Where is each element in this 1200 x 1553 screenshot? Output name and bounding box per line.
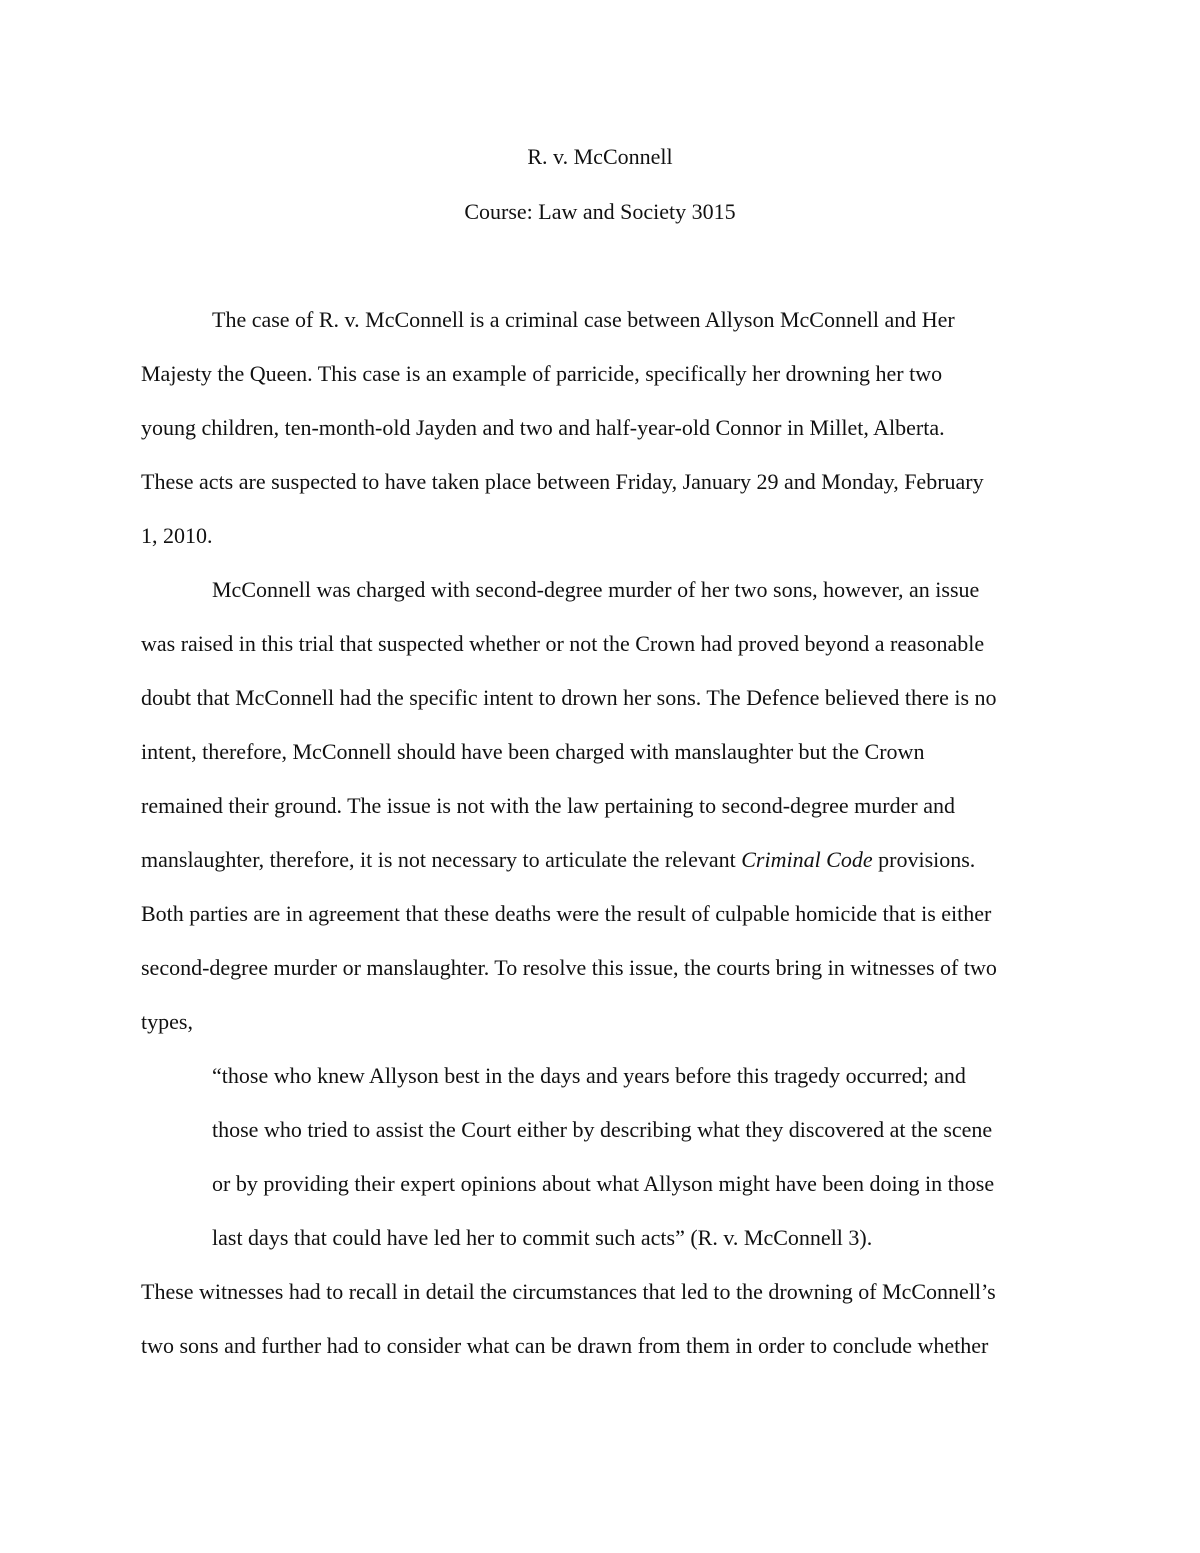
- document-title: R. v. McConnell: [527, 144, 673, 169]
- paragraph-line: McConnell was charged with second-degree murder of her two sons, however, an issue: [212, 577, 980, 602]
- paragraph-line: young children, ten-month-old Jayden and two and half-year-old Connor in Millet, Alberta.: [141, 415, 945, 440]
- line-text-after: provisions.: [872, 847, 976, 872]
- course-line: Course: Law and Society 3015: [464, 199, 736, 224]
- paragraph-line: was raised in this trial that suspected whether or not the Crown had proved beyond a reasonable: [141, 631, 985, 656]
- block-quote-line: “those who knew Allyson best in the days and years before this tragedy occurred; and: [212, 1063, 966, 1088]
- criminal-code-italic: Criminal Code: [741, 847, 873, 872]
- paragraph-line: second-degree murder or manslaughter. To resolve this issue, the courts bring in witnesses of two: [141, 955, 997, 980]
- paragraph-line: Both parties are in agreement that these deaths were the result of culpable homicide that is either: [141, 901, 992, 926]
- paragraph-line: two sons and further had to consider what can be drawn from them in order to conclude whether: [141, 1333, 989, 1358]
- block-quote-line: those who tried to assist the Court either by describing what they discovered at the scene: [212, 1117, 993, 1142]
- block-quote-line: last days that could have led her to commit such acts” (R. v. McConnell 3).: [212, 1225, 873, 1250]
- paragraph-line: intent, therefore, McConnell should have been charged with manslaughter but the Crown: [141, 739, 925, 764]
- paragraph-line-with-citation: [141, 847, 975, 873]
- paragraph-line: doubt that McConnell had the specific intent to drown her sons. The Defence believed there is no: [141, 685, 997, 710]
- paragraph-line: The case of R. v. McConnell is a criminal case between Allyson McConnell and Her: [212, 307, 955, 332]
- paragraph-line: 1, 2010.: [141, 523, 213, 548]
- block-quote-line: or by providing their expert opinions about what Allyson might have been doing in those: [212, 1171, 995, 1196]
- paragraph-line: types,: [141, 1009, 193, 1034]
- paragraph-line: remained their ground. The issue is not with the law pertaining to second-degree murder and: [141, 793, 955, 818]
- paragraph-line: These witnesses had to recall in detail the circumstances that led to the drowning of McConnell’s: [141, 1279, 996, 1304]
- line-text-before: manslaughter, therefore, it is not necessary to articulate the relevant: [141, 847, 742, 872]
- paragraph-line: These acts are suspected to have taken place between Friday, January 29 and Monday, February: [141, 469, 984, 494]
- paragraph-line: Majesty the Queen. This case is an example of parricide, specifically her drowning her two: [141, 361, 943, 386]
